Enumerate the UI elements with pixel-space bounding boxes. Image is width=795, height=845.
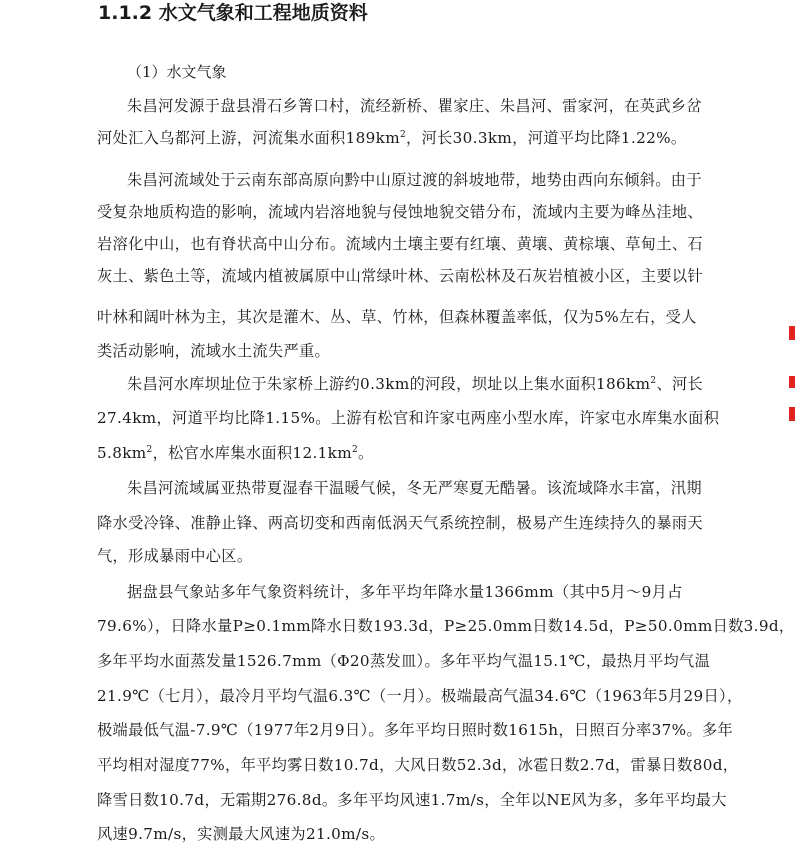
paragraph-line: 河处汇入乌都河上游，河流集水面积$189km^2$，河长30.3km，河道平均比降1.22%。 (97, 129, 687, 147)
paragraph-line: 极端最低气温-7.9℃（1977年2月9日）。多年平均日照时数1615h，日照百分率37%。多年 (97, 721, 734, 739)
paragraph-line: 79.6%），日降水量P≥0.1mm降水日数193.3d，P≥25.0mm日数14.5d，P≥50.0mm日数3.9d， (97, 617, 795, 635)
paragraph-line: 平均相对湿度77%，年平均雾日数10.7d，大风日数52.3d，冰雹日数2.7d，雷暴日数80d， (97, 756, 739, 774)
paragraph-line: 降水受冷锋、准静止锋、两高切变和西南低涡天气系统控制，极易产生连续持久的暴雨天 (97, 514, 703, 532)
paragraph-line: $5.8km^2$，松官水库集水面积$12.1km^2$。 (97, 444, 374, 462)
paragraph-line: 朱昌河水库坝址位于朱家桥上游约0.3km的河段，坝址以上集水面积$186km^2$、河长 (127, 375, 704, 393)
paragraph-line: 据盘县气象站多年气象资料统计，多年平均年降水量1366mm（其中5月～9月占 (127, 583, 683, 601)
margin-marker (789, 407, 795, 421)
margin-marker (789, 376, 795, 388)
paragraph-line: 受复杂地质构造的影响，流域内岩溶地貌与侵蚀地貌交错分布，流域内主要为峰丛洼地、 (97, 203, 703, 221)
subsection-heading: （1）水文气象 (127, 63, 227, 81)
margin-marker (789, 326, 795, 340)
section-heading: 1.1.2 水文气象和工程地质资料 (98, 2, 368, 24)
paragraph-line: 27.4km，河道平均比降1.15%。上游有松官和许家屯两座小型水库，许家屯水库集水面积 (97, 409, 720, 427)
paragraph-line: 灰土、紫色土等，流域内植被属原中山常绿叶林、云南松林及石灰岩植被小区，主要以针 (97, 267, 703, 285)
paragraph-line: 多年平均水面蒸发量1526.7mm（Φ20蒸发皿）。多年平均气温15.1℃，最热月平均气温 (97, 652, 711, 670)
paragraph-line: 气，形成暴雨中心区。 (97, 547, 253, 565)
paragraph-line: 叶林和阔叶林为主，其次是灌木、丛、草、竹林，但森林覆盖率低，仅为5%左右，受人 (97, 308, 697, 326)
paragraph-line: 朱昌河发源于盘县滑石乡箐口村，流经新桥、瞿家庄、朱昌河、雷家河，在英武乡岔 (127, 97, 702, 115)
paragraph-line: 风速9.7m/s，实测最大风速为21.0m/s。 (97, 825, 386, 843)
paragraph-line: 类活动影响，流域水土流失严重。 (97, 342, 331, 360)
paragraph-line: 岩溶化中山，也有脊状高中山分布。流域内土壤主要有红壤、黄壤、黄棕壤、草甸土、石 (97, 235, 703, 253)
paragraph-line: 21.9℃（七月），最冷月平均气温6.3℃（一月）。极端最高气温34.6℃（1963年5月29日）， (97, 687, 743, 705)
paragraph-line: 降雪日数10.7d，无霜期276.8d。多年平均风速1.7m/s，全年以NE风为多，多年平均最大 (97, 791, 727, 809)
paragraph-line: 朱昌河流域处于云南东部高原向黔中山原过渡的斜坡地带，地势由西向东倾斜。由于 (127, 171, 702, 189)
paragraph-line: 朱昌河流域属亚热带夏湿春干温暖气候，冬无严寒夏无酷暑。该流域降水丰富，汛期 (127, 479, 702, 497)
